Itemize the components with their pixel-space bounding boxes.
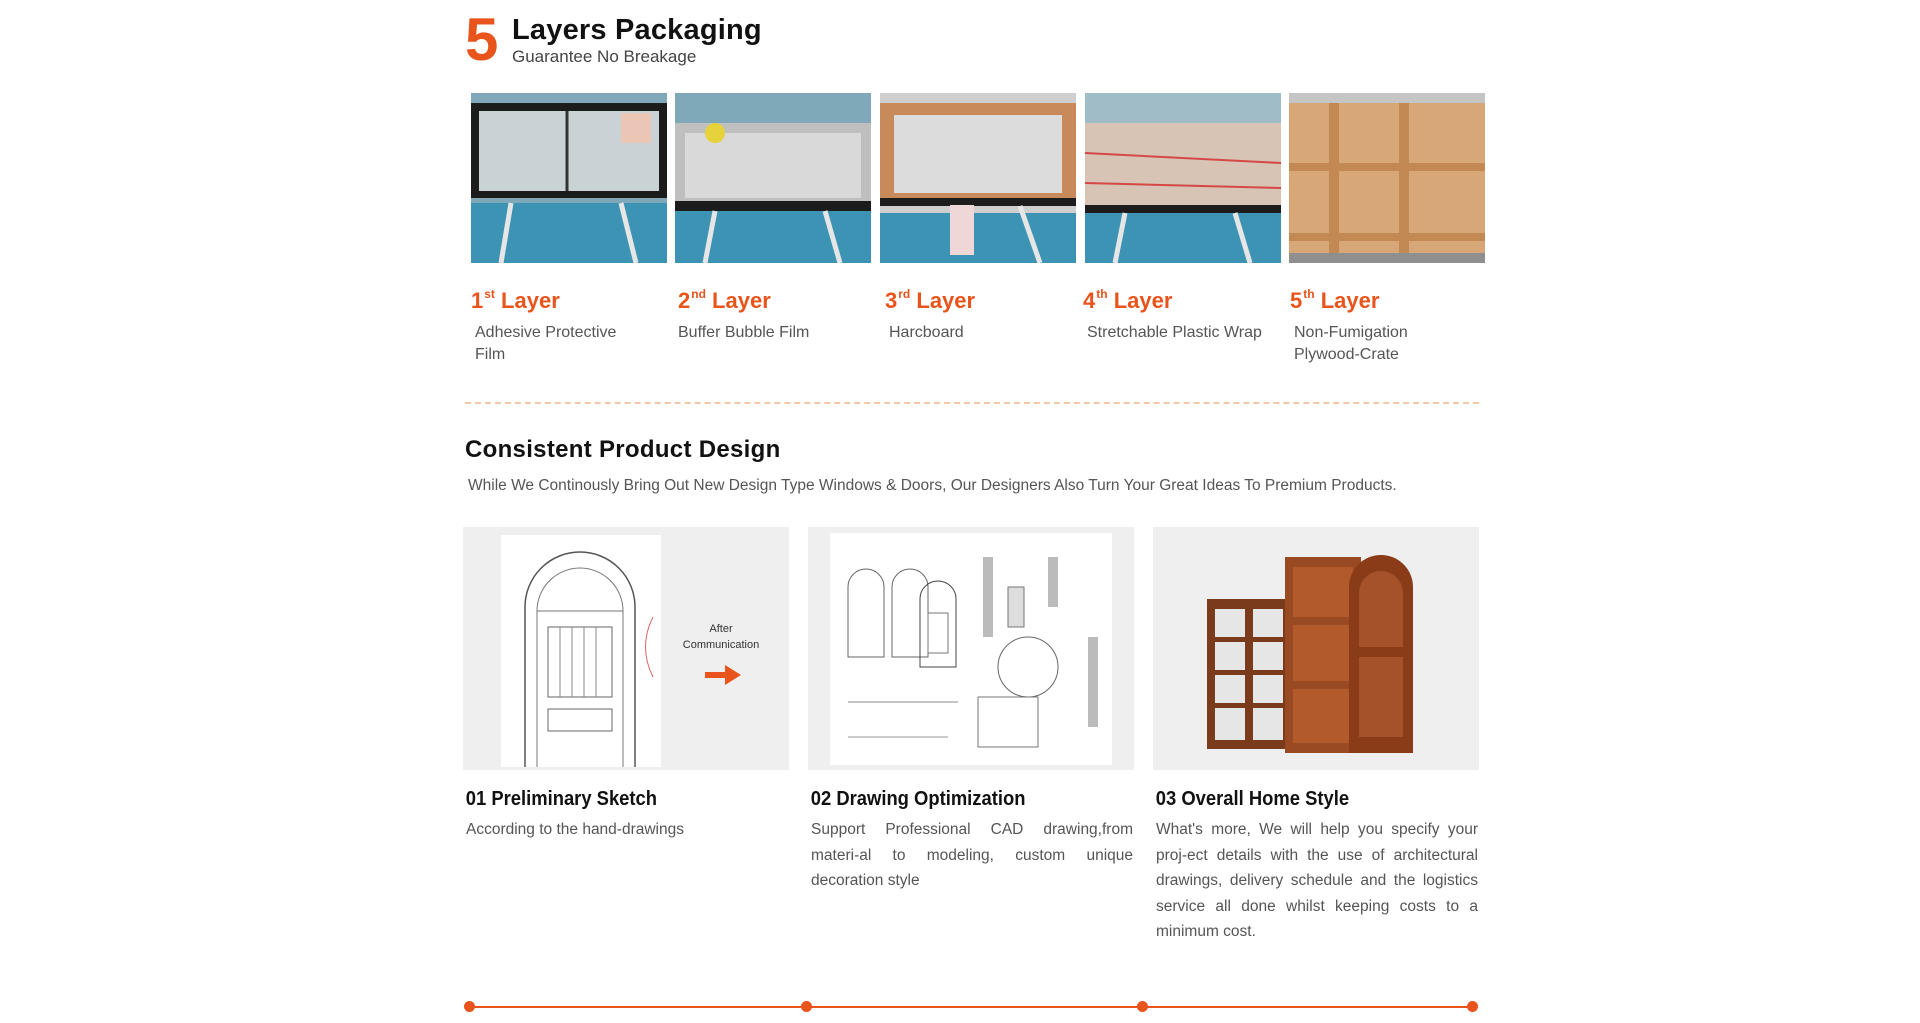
layer-5	[1290, 287, 1490, 366]
layer-1-desc: Adhesive Protective Film	[475, 324, 617, 363]
layer-4	[1083, 287, 1283, 344]
timeline-line	[469, 1006, 1473, 1008]
packaging-title: Layers Packaging	[512, 14, 762, 46]
packaging-header	[465, 6, 865, 73]
layer-5-title: 5th Layer	[1290, 287, 1380, 313]
communication-label: Communication	[682, 639, 760, 651]
plywood-crate-photo	[1289, 93, 1485, 263]
layer-3-title: 3rd Layer	[885, 287, 976, 313]
card-3-desc: What's more, We will help you specify your proj-ect details with the use of architectural drawings, delivery schedule and the logistics service all done whilst keeping costs to a minimum cost.	[1156, 821, 1478, 940]
layer-4-title: 4th Layer	[1083, 287, 1173, 313]
timeline-bar	[463, 996, 1479, 1010]
hardboard-photo	[880, 93, 1076, 263]
bubble-film-photo	[675, 93, 871, 263]
section-divider	[465, 402, 1479, 404]
layer-3-desc: Harcboard	[889, 324, 964, 341]
packaging-subtitle: Guarantee No Breakage	[512, 47, 697, 66]
card-2-desc: Support Professional CAD drawing,from materi-al to modeling, custom unique decoration style	[811, 821, 1133, 889]
card-3-title: 03 Overall Home Style	[1155, 788, 1350, 810]
layer-2-desc: Buffer Bubble Film	[678, 324, 810, 341]
doors-image	[1153, 527, 1479, 770]
plastic-wrap-photo	[1085, 93, 1281, 263]
packaging-photos	[471, 93, 1481, 263]
layer-3	[885, 287, 1085, 344]
card-2-title: 02 Drawing Optimization	[810, 788, 1026, 810]
layer-2-title: 2nd Layer	[678, 287, 771, 313]
design-subtitle: While We Continously Bring Out New Design Type Windows & Doors, Our Designers Also Turn Your Great Ideas To Premium Products.	[468, 477, 1397, 494]
layer-1-title: 1st Layer	[471, 287, 560, 313]
layer-4-desc: Stretchable Plastic Wrap	[1087, 324, 1262, 341]
packaging-number: 5	[465, 6, 499, 73]
design-card-sketch	[463, 527, 789, 843]
layer-1	[471, 287, 671, 366]
timeline-dot	[801, 1001, 812, 1012]
timeline-dot	[1467, 1001, 1478, 1012]
cad-drawing-image	[808, 527, 1134, 770]
card-1-title: 01 Preliminary Sketch	[465, 788, 658, 810]
design-card-home-style	[1153, 527, 1479, 945]
after-label: After	[709, 623, 733, 635]
timeline-dot	[1137, 1001, 1148, 1012]
layer-2	[678, 287, 878, 344]
layer-5-desc: Non-Fumigation Plywood-Crate	[1294, 324, 1408, 363]
adhesive-film-photo	[471, 93, 667, 263]
sketch-image	[463, 527, 789, 770]
card-1-desc: According to the hand-drawings	[466, 821, 684, 838]
design-title: Consistent Product Design	[465, 436, 781, 463]
timeline-dot	[464, 1001, 475, 1012]
design-card-drawing	[808, 527, 1134, 894]
